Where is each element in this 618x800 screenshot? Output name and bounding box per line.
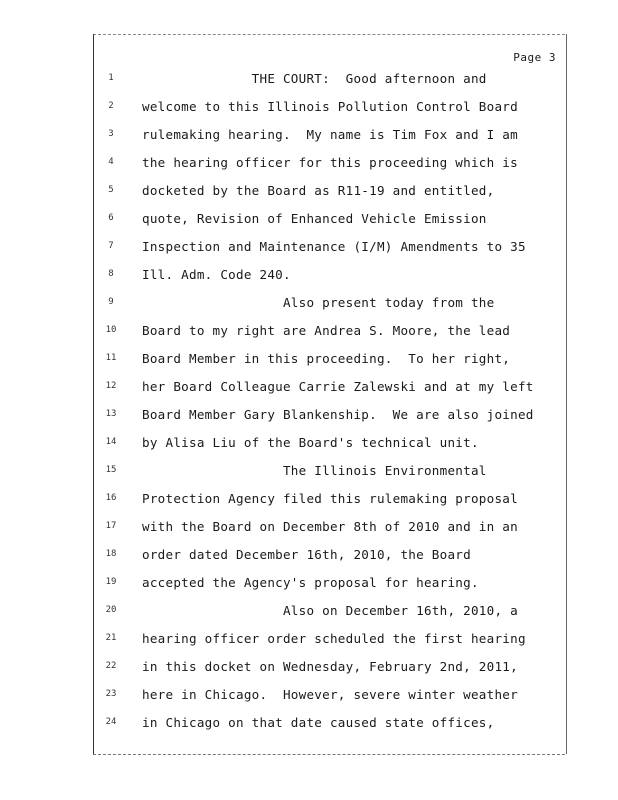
- transcript-line: the hearing officer for this proceeding which is: [142, 155, 518, 170]
- transcript-line: Board Member Gary Blankenship. We are also joined: [142, 407, 534, 422]
- transcript-line: hearing officer order scheduled the first hearing: [142, 631, 526, 646]
- line-number: 3: [108, 129, 114, 139]
- transcript-line: THE COURT: Good afternoon and: [142, 71, 487, 86]
- transcript-line: Also on December 16th, 2010, a: [142, 603, 518, 618]
- bottom-rule: [93, 754, 565, 755]
- line-number: 24: [105, 717, 117, 727]
- line-number: 8: [108, 269, 114, 279]
- transcript-line: docketed by the Board as R11-19 and entitled,: [142, 183, 495, 198]
- page-frame: [93, 34, 567, 754]
- line-number: 12: [105, 381, 117, 391]
- line-number: 17: [105, 521, 117, 531]
- line-number: 4: [108, 157, 114, 167]
- line-number: 16: [105, 493, 117, 503]
- line-number: 10: [105, 325, 117, 335]
- line-number: 19: [105, 577, 117, 587]
- line-number: 14: [105, 437, 117, 447]
- line-number: 15: [105, 465, 117, 475]
- transcript-line: Ill. Adm. Code 240.: [142, 267, 291, 282]
- transcript-line: here in Chicago. However, severe winter weather: [142, 687, 518, 702]
- line-number: 1: [108, 73, 114, 83]
- transcript-line: Board Member in this proceeding. To her right,: [142, 351, 511, 366]
- page-number: Page 3: [513, 51, 556, 64]
- transcript-line: Also present today from the: [142, 295, 495, 310]
- transcript-line: her Board Colleague Carrie Zalewski and at my left: [142, 379, 534, 394]
- line-number: 2: [108, 101, 114, 111]
- line-number: 7: [108, 241, 114, 251]
- transcript-line: Board to my right are Andrea S. Moore, the lead: [142, 323, 511, 338]
- transcript-line: in this docket on Wednesday, February 2nd, 2011,: [142, 659, 518, 674]
- line-number: 11: [105, 353, 117, 363]
- transcript-line: Protection Agency filed this rulemaking proposal: [142, 491, 518, 506]
- transcript-line: in Chicago on that date caused state offices,: [142, 715, 495, 730]
- transcript-line: Inspection and Maintenance (I/M) Amendments to 35: [142, 239, 526, 254]
- transcript-line: order dated December 16th, 2010, the Board: [142, 547, 471, 562]
- line-number: 6: [108, 213, 114, 223]
- transcript-line: accepted the Agency's proposal for hearing.: [142, 575, 479, 590]
- line-number: 13: [105, 409, 117, 419]
- transcript-line: The Illinois Environmental: [142, 463, 487, 478]
- transcript-line: with the Board on December 8th of 2010 and in an: [142, 519, 518, 534]
- line-number: 22: [105, 661, 117, 671]
- transcript-line: quote, Revision of Enhanced Vehicle Emission: [142, 211, 487, 226]
- transcript-line: welcome to this Illinois Pollution Control Board: [142, 99, 518, 114]
- line-number: 23: [105, 689, 117, 699]
- line-number: 9: [108, 297, 114, 307]
- line-number: 21: [105, 633, 117, 643]
- line-number: 5: [108, 185, 114, 195]
- transcript-line: by Alisa Liu of the Board's technical unit.: [142, 435, 479, 450]
- transcript-line: rulemaking hearing. My name is Tim Fox and I am: [142, 127, 518, 142]
- line-number: 20: [105, 605, 117, 615]
- line-number: 18: [105, 549, 117, 559]
